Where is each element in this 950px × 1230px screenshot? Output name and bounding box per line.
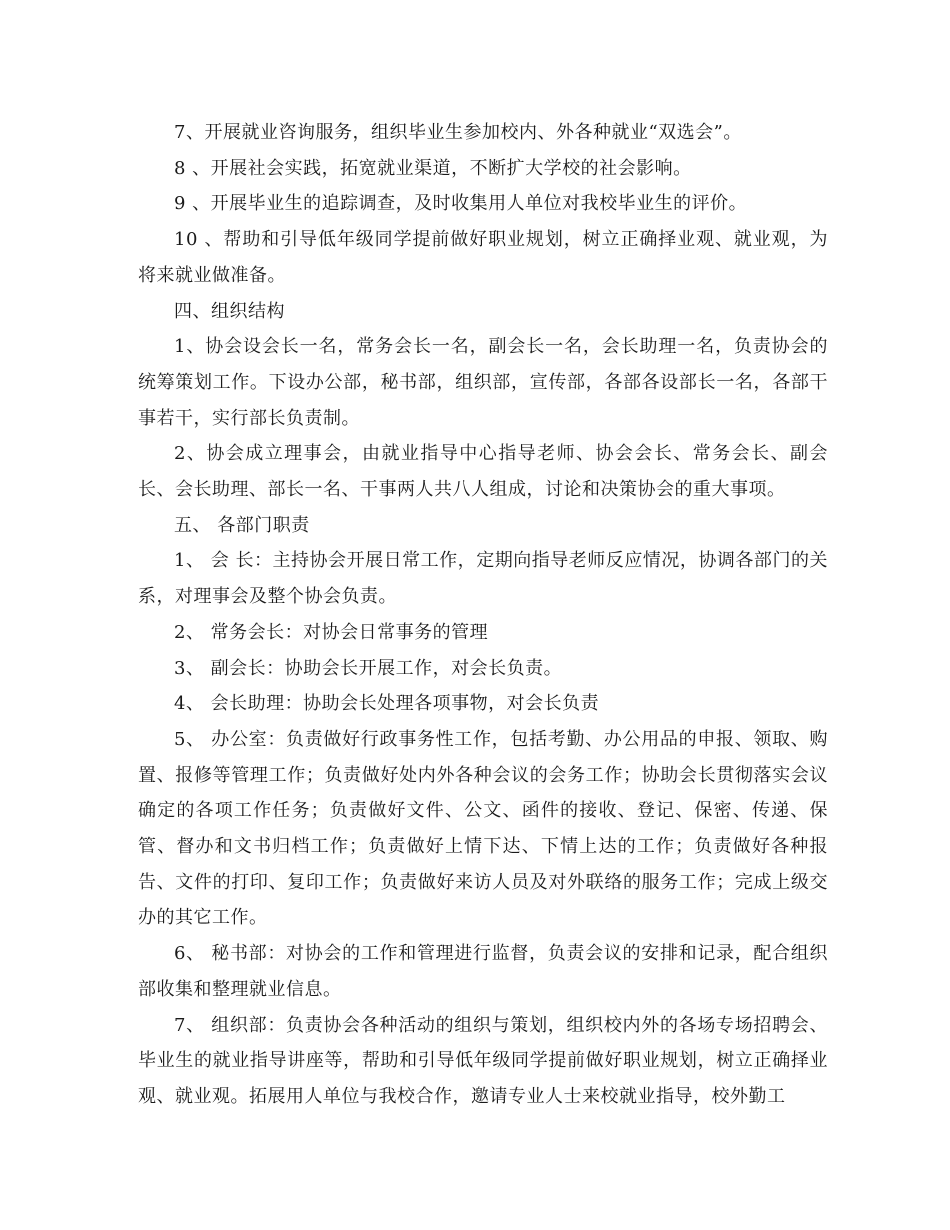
paragraph-duty-president-assistant: 4、 会长助理：协助会长处理各项事物，对会长负责 (174, 693, 600, 715)
paragraph-duty-vice-president: 3、 副会长：协助会长开展工作，对会长负责。 (174, 657, 563, 679)
paragraph-item-8-social-practice: 8 、开展社会实践，拓宽就业渠道，不断扩大学校的社会影响。 (174, 157, 692, 179)
paragraph-structure-2: 2、协会成立理事会，由就业指导中心指导老师、协会会长、常务会长、副会长、会长助理、部长一名、干事两人共八人组成，讨论和决策协会的重大事项。 (138, 443, 828, 501)
paragraph-item-9-tracking-survey: 9 、开展毕业生的追踪调查，及时收集用人单位对我校毕业生的评价。 (174, 193, 748, 215)
paragraph-item-10-career-planning: 10 、帮助和引导低年级同学提前做好职业规划，树立正确择业观、就业观，为将来就业做准备。 (138, 229, 828, 286)
section-heading-department-duties: 五、 各部门职责 (174, 514, 310, 536)
paragraph-duty-executive-president: 2、 常务会长：对协会日常事务的管理 (174, 621, 489, 643)
document-body (138, 115, 828, 1115)
section-heading-organization-structure: 四、组织结构 (174, 300, 285, 322)
paragraph-duty-president: 1、 会 长：主持协会开展日常工作，定期向指导老师反应情况，协调各部门的关系，对理事会及整个协会负责。 (138, 550, 828, 608)
paragraph-duty-organization-dept: 7、 组织部：负责协会各种活动的组织与策划，组织校内外的各场专场招聘会、毕业生的就业指导讲座等，帮助和引导低年级同学提前做好职业规划，树立正确择业观、就业观。拓展用人单位与我校合作，邀请专业人士来校就业指导，校外勤工 (138, 1014, 828, 1107)
paragraph-duty-office: 5、 办公室：负责做好行政事务性工作，包括考勤、办公用品的申报、领取、购置、报修等管理工作；负责做好处内外各种会议的会务工作；协助会长贯彻落实会议确定的各项工作任务；负责做好文件、公文、函件的接收、登记、保密、传递、保管、督办和文书归档工作；负责做好上情下达、下情上达的工作；负责做好各种报告、文件的打印、复印工作；负责做好来访人员及对外联络的服务工作；完成上级交办的其它工作。 (138, 728, 828, 929)
paragraph-structure-1: 1、协会设会长一名，常务会长一名，副会长一名，会长助理一名，负责协会的统筹策划工作。下设办公部，秘书部，组织部，宣传部，各部各设部长一名，各部干事若干，实行部长负责制。 (138, 336, 828, 429)
paragraph-duty-secretariat: 6、 秘书部：对协会的工作和管理进行监督，负责会议的安排和记录，配合组织部收集和整理就业信息。 (138, 943, 828, 1000)
paragraph-item-7-consulting: 7、开展就业咨询服务，组织毕业生参加校内、外各种就业“双选会”。 (174, 122, 742, 143)
